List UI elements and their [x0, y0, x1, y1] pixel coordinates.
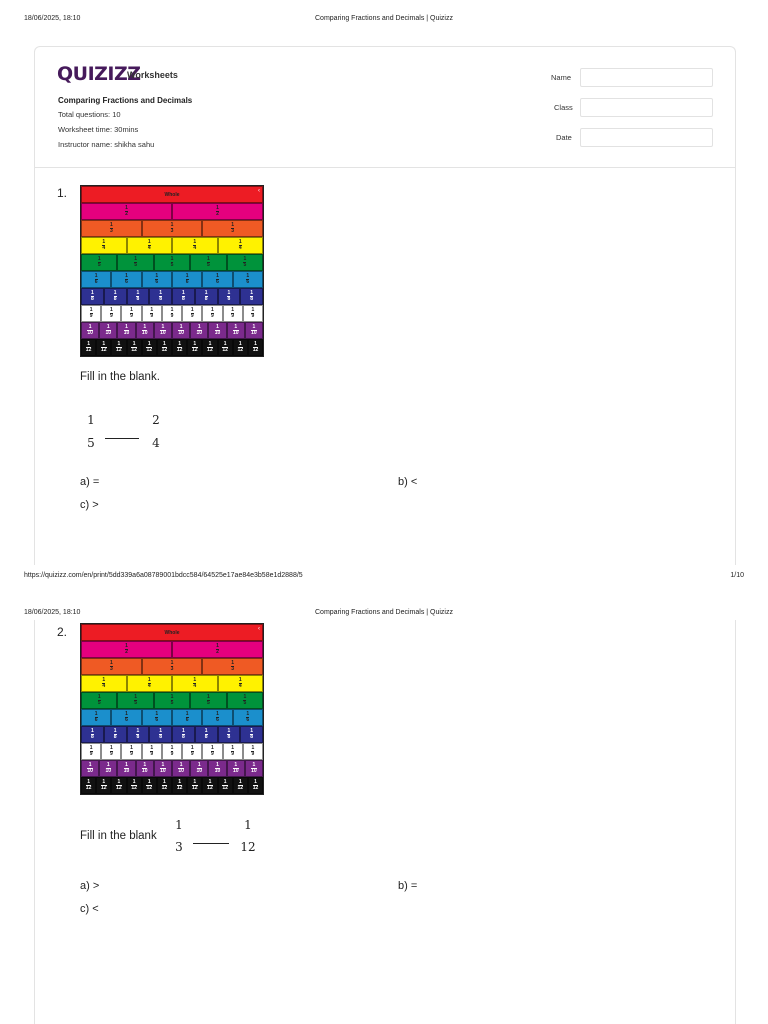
fraction-cell: 1 12	[157, 339, 172, 356]
fraction-cell: 1 2	[172, 203, 263, 220]
fraction-bar-row-10	[81, 322, 263, 339]
fraction-cell: 1 10	[190, 760, 208, 777]
total-questions: Total questions: 10	[58, 110, 121, 119]
fraction-cell: 1 2	[172, 641, 263, 658]
class-label: Class	[554, 103, 573, 112]
fraction-cell: 1 12	[202, 339, 217, 356]
fraction-cell: 1 10	[208, 760, 226, 777]
fraction-cell: 1 12	[127, 777, 142, 794]
name-label: Name	[551, 73, 572, 82]
fraction-cell: 1 10	[172, 760, 190, 777]
fraction-cell: 1 9	[162, 305, 182, 322]
fraction-cell: 1 6	[81, 271, 111, 288]
fraction-cell: 1 8	[149, 288, 172, 305]
fraction-cell: 1 5	[81, 692, 117, 709]
answer-blank	[193, 843, 229, 844]
fraction-cell: 1 5	[154, 692, 190, 709]
option-c[interactable]: c) >	[80, 499, 99, 511]
fraction-bar-row-12	[81, 777, 263, 794]
fraction-cell: 1 8	[127, 726, 150, 743]
fraction-bars-image	[80, 185, 264, 357]
print-doc-title: Comparing Fractions and Decimals | Quizizz	[315, 609, 453, 616]
fraction-cell: 1 8	[104, 726, 127, 743]
fraction-cell: 1 3	[142, 220, 203, 237]
fraction-bar-row-2	[81, 203, 263, 220]
fraction-cell: 1 6	[111, 709, 141, 726]
worksheet-header	[35, 47, 735, 168]
fraction-cell: 1 9	[142, 743, 162, 760]
fraction-cell: 1 2	[81, 641, 172, 658]
fraction-cell: 1 10	[81, 322, 99, 339]
fraction-cell: 1 3	[81, 658, 142, 675]
option-b[interactable]: b) =	[398, 880, 418, 892]
fraction-cell: 1 9	[101, 743, 121, 760]
print-datetime: 18/06/2025, 18:10	[24, 15, 81, 22]
fraction-cell: 1 6	[172, 271, 202, 288]
fraction-cell: 1 6	[233, 709, 263, 726]
fraction-cell: 1 10	[136, 322, 154, 339]
right-denominator: 4	[152, 436, 160, 450]
fraction-cell: 1 9	[81, 305, 101, 322]
fraction-cell: 1 12	[172, 339, 187, 356]
fraction-cell: 1 10	[154, 760, 172, 777]
fraction-cell: 1 8	[218, 726, 241, 743]
worksheet-title: Comparing Fractions and Decimals	[58, 96, 193, 105]
whole-bar-label: Whole	[81, 186, 263, 203]
chevron-left-icon: ‹	[258, 626, 260, 632]
fraction-cell: 1 12	[157, 777, 172, 794]
fraction-cell: 1 4	[218, 675, 264, 692]
fraction-cell: 1 12	[218, 339, 233, 356]
fraction-bar-row-6	[81, 271, 263, 288]
logo-subtitle: Worksheets	[127, 70, 178, 80]
fraction-cell: 1 4	[218, 237, 264, 254]
fraction-cell: 1 12	[142, 777, 157, 794]
option-b[interactable]: b) <	[398, 476, 418, 488]
fraction-cell: 1 5	[227, 254, 263, 271]
question-number: 2.	[57, 625, 68, 639]
fraction-cell: 1 4	[127, 237, 173, 254]
whole-bar	[81, 624, 263, 641]
fraction-cell: 1 9	[142, 305, 162, 322]
fraction-cell: 1 3	[81, 220, 142, 237]
fraction-cell: 1 3	[142, 658, 203, 675]
fraction-cell: 1 12	[218, 777, 233, 794]
left-numerator: 1	[87, 413, 95, 427]
fraction-cell: 1 12	[142, 339, 157, 356]
print-doc-title: Comparing Fractions and Decimals | Quizizz	[315, 15, 453, 22]
fraction-cell: 1 5	[117, 692, 153, 709]
fraction-cell: 1 12	[96, 339, 111, 356]
print-url: https://quizizz.com/en/print/5dd339a6a08789001bdcc584/64525e17ae84e3b58e1d2888/5	[24, 572, 303, 579]
fraction-cell: 1 12	[187, 777, 202, 794]
fraction-cell: 1 8	[172, 726, 195, 743]
option-a[interactable]: a) >	[80, 880, 100, 892]
fraction-cell: 1 12	[233, 339, 248, 356]
fraction-cell: 1 9	[182, 743, 202, 760]
chevron-left-icon: ‹	[258, 188, 260, 194]
fraction-cell: 1 5	[190, 254, 226, 271]
fraction-cell: 1 5	[227, 692, 263, 709]
whole-bar	[81, 186, 263, 203]
fraction-cell: 1 6	[142, 709, 172, 726]
fraction-cell: 1 9	[121, 305, 141, 322]
fraction-cell: 1 10	[245, 760, 263, 777]
fraction-cell: 1 12	[248, 777, 263, 794]
fraction-cell: 1 12	[127, 339, 142, 356]
fraction-cell: 1 12	[81, 777, 96, 794]
fraction-cell: 1 12	[233, 777, 248, 794]
option-c[interactable]: c) <	[80, 903, 99, 915]
right-denominator: 12	[240, 840, 256, 854]
fraction-cell: 1 10	[117, 322, 135, 339]
fraction-cell: 1 9	[182, 305, 202, 322]
fraction-cell: 1 5	[190, 692, 226, 709]
fraction-cell: 1 12	[187, 339, 202, 356]
fraction-cell: 1 5	[81, 254, 117, 271]
fraction-bar-row-3	[81, 658, 263, 675]
date-field[interactable]	[580, 128, 713, 147]
fraction-cell: 1 9	[243, 305, 263, 322]
answer-blank	[105, 438, 139, 439]
fraction-cell: 1 9	[202, 743, 222, 760]
fraction-cell: 1 5	[117, 254, 153, 271]
fraction-cell: 1 9	[162, 743, 182, 760]
question-number: 1.	[57, 186, 68, 200]
fraction-cell: 1 12	[202, 777, 217, 794]
fraction-bar-row-6	[81, 709, 263, 726]
fraction-cell: 1 9	[202, 305, 222, 322]
class-field[interactable]	[580, 98, 713, 117]
fraction-cell: 1 8	[81, 726, 104, 743]
fraction-cell: 1 10	[227, 322, 245, 339]
fraction-bar-row-8	[81, 288, 263, 305]
right-numerator: 1	[244, 818, 252, 832]
fraction-cell: 1 10	[136, 760, 154, 777]
question-prompt: Fill in the blank.	[80, 371, 160, 383]
fraction-cell: 1 10	[227, 760, 245, 777]
fraction-cell: 1 10	[117, 760, 135, 777]
left-numerator: 1	[175, 818, 183, 832]
fraction-bar-row-5	[81, 254, 263, 271]
right-numerator: 2	[152, 413, 160, 427]
fraction-cell: 1 2	[81, 203, 172, 220]
fraction-cell: 1 9	[81, 743, 101, 760]
question-prompt: Fill in the blank	[80, 830, 157, 842]
fraction-cell: 1 8	[218, 288, 241, 305]
fraction-cell: 1 6	[142, 271, 172, 288]
fraction-bar-row-5	[81, 692, 263, 709]
fraction-cell: 1 4	[172, 675, 218, 692]
fraction-bar-row-10	[81, 760, 263, 777]
fraction-cell: 1 6	[233, 271, 263, 288]
fraction-cell: 1 4	[81, 675, 127, 692]
fraction-cell: 1 9	[243, 743, 263, 760]
fraction-cell: 1 12	[111, 777, 126, 794]
fraction-bar-row-9	[81, 743, 263, 760]
fraction-cell: 1 8	[104, 288, 127, 305]
fraction-cell: 1 4	[172, 237, 218, 254]
fraction-cell: 1 10	[245, 322, 263, 339]
fraction-bar-row-4	[81, 237, 263, 254]
page-number: 1/10	[730, 572, 744, 579]
fraction-cell: 1 10	[208, 322, 226, 339]
worksheet-time: Worksheet time: 30mins	[58, 125, 139, 134]
fraction-cell: 1 10	[190, 322, 208, 339]
fraction-cell: 1 8	[172, 288, 195, 305]
fraction-cell: 1 10	[81, 760, 99, 777]
date-label: Date	[556, 133, 572, 142]
fraction-bar-row-2	[81, 641, 263, 658]
fraction-cell: 1 8	[240, 726, 263, 743]
fraction-bars-image	[80, 623, 264, 795]
fraction-cell: 1 8	[127, 288, 150, 305]
quizizz-logo: QUIZIZZ	[57, 63, 141, 85]
fraction-cell: 1 4	[81, 237, 127, 254]
whole-bar-label: Whole	[81, 624, 263, 641]
fraction-cell: 1 9	[101, 305, 121, 322]
print-datetime: 18/06/2025, 18:10	[24, 609, 81, 616]
fraction-cell: 1 8	[149, 726, 172, 743]
left-denominator: 5	[87, 436, 95, 450]
fraction-cell: 1 8	[240, 288, 263, 305]
fraction-cell: 1 12	[96, 777, 111, 794]
fraction-cell: 1 9	[121, 743, 141, 760]
fraction-cell: 1 8	[195, 288, 218, 305]
fraction-cell: 1 6	[111, 271, 141, 288]
fraction-cell: 1 8	[195, 726, 218, 743]
fraction-cell: 1 6	[202, 709, 232, 726]
fraction-cell: 1 5	[154, 254, 190, 271]
fraction-bar-row-8	[81, 726, 263, 743]
fraction-cell: 1 12	[172, 777, 187, 794]
fraction-cell: 1 12	[248, 339, 263, 356]
fraction-cell: 1 10	[99, 760, 117, 777]
fraction-cell: 1 6	[81, 709, 111, 726]
fraction-cell: 1 8	[81, 288, 104, 305]
fraction-bar-row-9	[81, 305, 263, 322]
fraction-cell: 1 9	[223, 743, 243, 760]
fraction-cell: 1 12	[111, 339, 126, 356]
name-field[interactable]	[580, 68, 713, 87]
fraction-cell: 1 6	[172, 709, 202, 726]
fraction-cell: 1 12	[81, 339, 96, 356]
option-a[interactable]: a) =	[80, 476, 100, 488]
fraction-bar-row-12	[81, 339, 263, 356]
fraction-bar-row-4	[81, 675, 263, 692]
fraction-cell: 1 10	[172, 322, 190, 339]
fraction-cell: 1 3	[202, 220, 263, 237]
fraction-cell: 1 4	[127, 675, 173, 692]
fraction-bar-row-3	[81, 220, 263, 237]
left-denominator: 3	[175, 840, 183, 854]
fraction-cell: 1 10	[154, 322, 172, 339]
fraction-cell: 1 10	[99, 322, 117, 339]
instructor-name: Instructor name: shikha sahu	[58, 140, 155, 149]
fraction-cell: 1 9	[223, 305, 243, 322]
fraction-cell: 1 3	[202, 658, 263, 675]
fraction-cell: 1 6	[202, 271, 232, 288]
